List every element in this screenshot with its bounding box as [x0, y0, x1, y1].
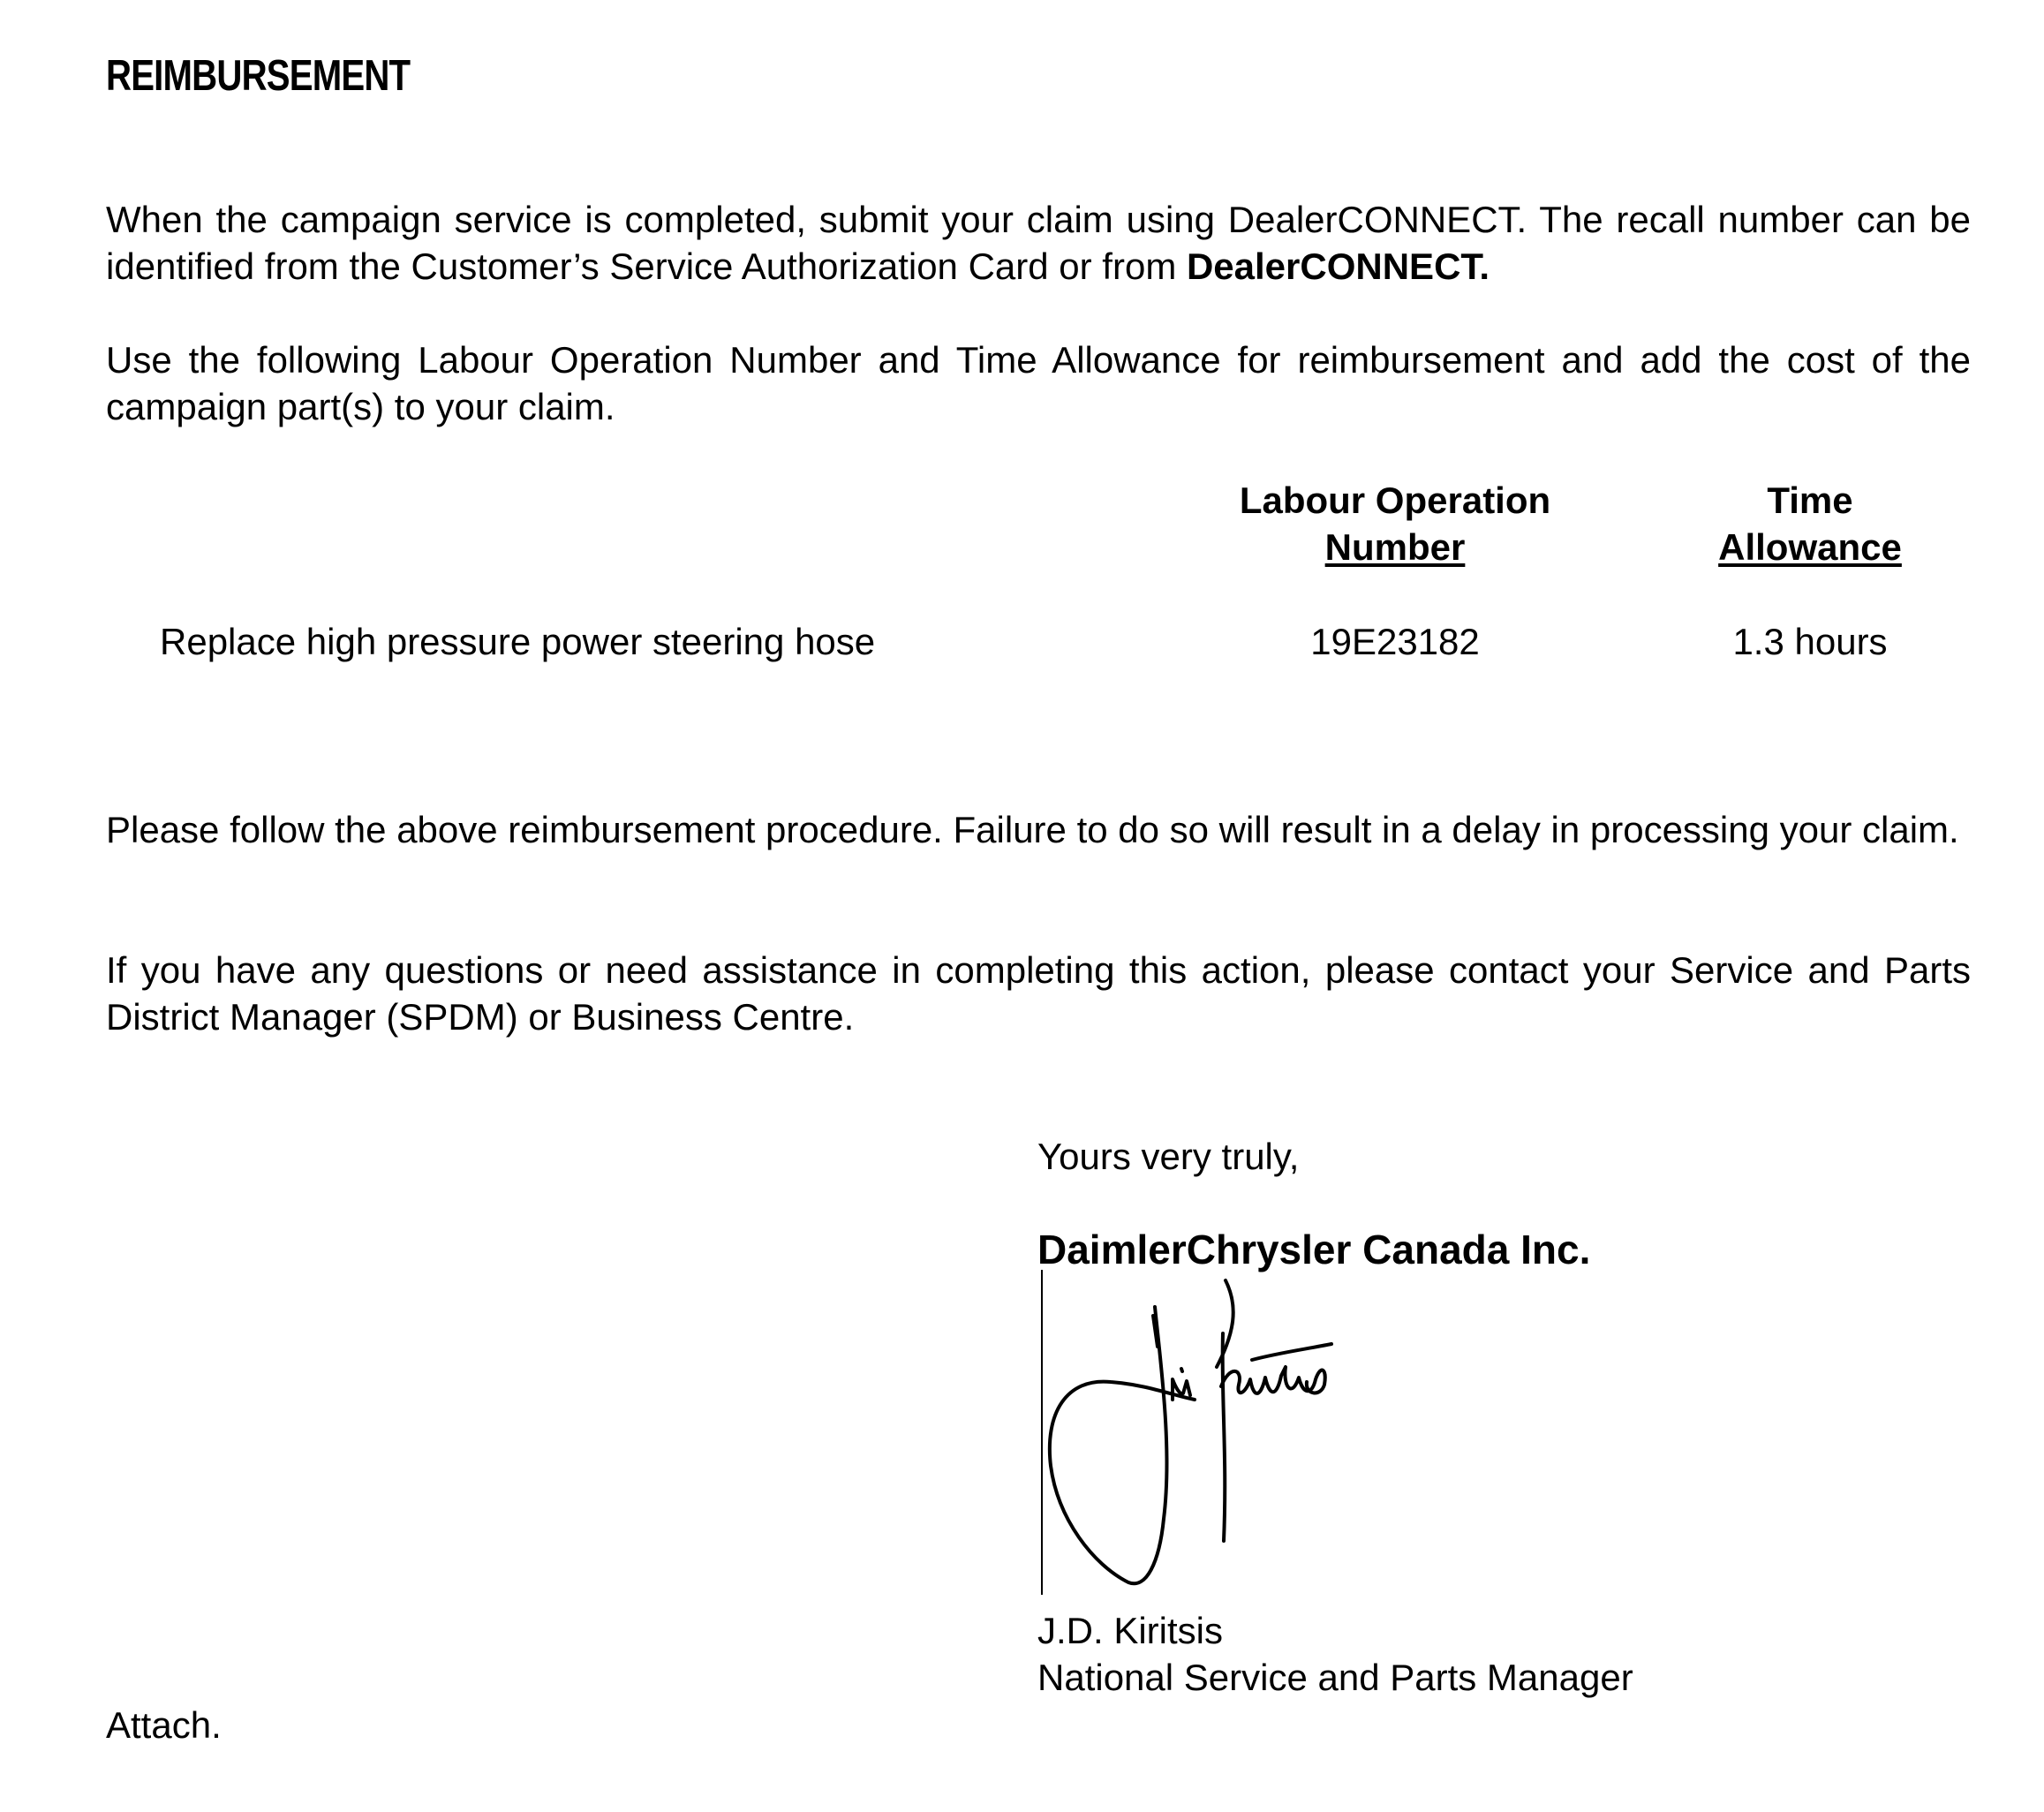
- header-labour-line1: Labour Operation: [1239, 479, 1551, 521]
- paragraph-labour-operation: Use the following Labour Operation Number and Time Allowance for reimbursement and add the cost of the campaign part(s) to your claim.: [106, 339, 1971, 427]
- header-time-line1: Time: [1767, 479, 1853, 521]
- dealerconnect-bold: DealerCONNECT.: [1186, 245, 1490, 287]
- header-labour-operation-number: [1218, 477, 1572, 570]
- closing-salutation: Yours very truly,: [1037, 1136, 1300, 1177]
- header-time-line2: Allowance: [1718, 526, 1902, 568]
- signer-name: J.D. Kiritsis: [1037, 1610, 1223, 1651]
- table-row-time-allowance: 1.3 hours: [1732, 621, 1888, 662]
- paragraph-contact: If you have any questions or need assistance in completing this action, please contact your Service and Parts District Manager (SPDM) or Business Centre.: [106, 949, 1971, 1038]
- signer-title: National Service and Parts Manager: [1037, 1657, 1633, 1698]
- header-time-allowance: [1678, 477, 1942, 570]
- attachment-note: Attach.: [106, 1704, 222, 1746]
- table-row-labour-number: 19E23182: [1310, 621, 1480, 662]
- signature-icon: [1040, 1254, 1376, 1597]
- paragraph-procedure-warning: Please follow the above reimbursement procedure. Failure to do so will result in a delay in processing your claim.: [106, 809, 1959, 850]
- table-row-description: Replace high pressure power steering hose: [160, 621, 876, 662]
- company-name: DaimlerChrysler Canada Inc.: [1037, 1227, 1591, 1272]
- section-heading: REIMBURSEMENT: [106, 52, 411, 100]
- header-labour-line2: Number: [1324, 526, 1466, 568]
- paragraph-claim-submission: [106, 196, 1971, 290]
- paragraph-claim-submission-text: When the campaign service is completed, submit your claim using DealerCONNECT. The recall number can be identified from the Customer’s Service Authorization Card or from: [106, 199, 1971, 287]
